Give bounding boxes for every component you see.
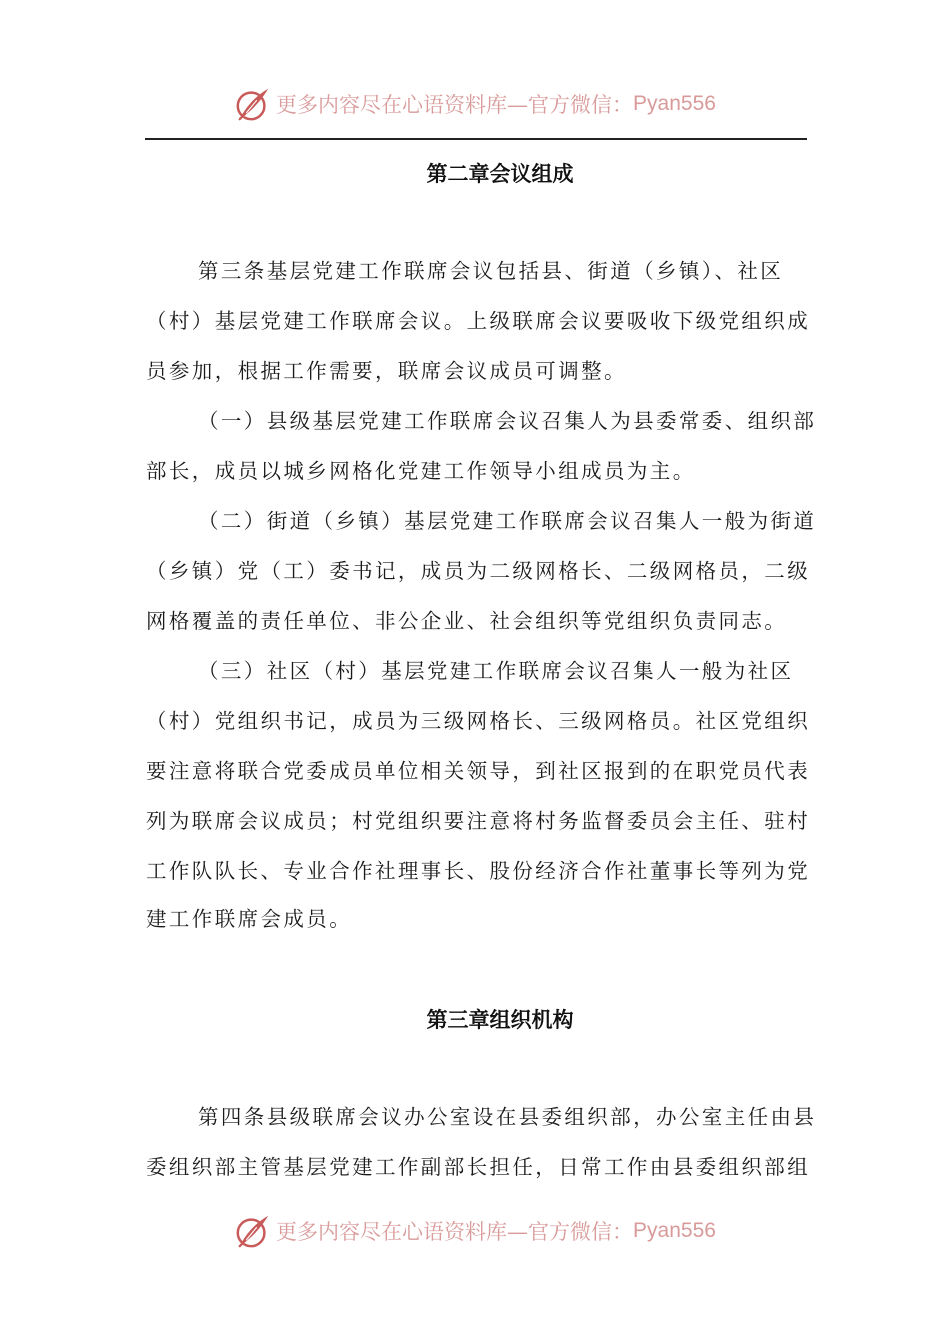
paragraph-line: （三）社区（村）基层党建工作联席会议召集人一般为社区 xyxy=(198,659,794,683)
paragraph-line: 员参加，根据工作需要，联席会议成员可调整。 xyxy=(146,359,627,383)
paragraph-line: 工作队队长、专业合作社理事长、股份经济合作社董事长等列为党 xyxy=(146,859,811,883)
paragraph-line: 网格覆盖的责任单位、非公企业、社会组织等党组织负责同志。 xyxy=(146,609,788,633)
quill-logo-icon xyxy=(234,1212,272,1250)
paragraph-line: （一）县级基层党建工作联席会议召集人为县委常委、组织部 xyxy=(198,409,817,433)
paragraph-line: 要注意将联合党委成员单位相关领导，到社区报到的在职党员代表 xyxy=(146,759,811,783)
watermark-text: 更多内容尽在心语资料库—官方微信： xyxy=(276,93,634,117)
paragraph-line: 列为联席会议成员；村党组织要注意将村务监督委员会主任、驻村 xyxy=(146,809,811,833)
paragraph-line: 第四条县级联席会议办公室设在县委组织部，办公室主任由县 xyxy=(198,1105,817,1129)
paragraph-line: 部长，成员以城乡网格化党建工作领导小组成员为主。 xyxy=(146,459,696,483)
quill-logo-icon xyxy=(234,85,272,123)
paragraph-line: 委组织部主管基层党建工作副部长担任，日常工作由县委组织部组 xyxy=(146,1155,811,1179)
watermark-banner-bottom xyxy=(0,1209,950,1253)
paragraph-line: 第三条基层党建工作联席会议包括县、街道（乡镇）、社区 xyxy=(198,259,784,283)
paragraph-line: （乡镇）党（工）委书记，成员为二级网格长、二级网格员，二级 xyxy=(146,559,811,583)
paragraph-line: 建工作联席会成员。 xyxy=(146,907,353,931)
paragraph-line: （二）街道（乡镇）基层党建工作联席会议召集人一般为街道 xyxy=(198,509,817,533)
watermark-text: 更多内容尽在心语资料库—官方微信： xyxy=(276,1220,634,1244)
watermark-wechat-id: Pyan556 xyxy=(633,92,716,115)
watermark-banner-top xyxy=(0,82,950,126)
watermark-wechat-id: Pyan556 xyxy=(633,1219,716,1242)
chapter-title: 第二章会议组成 xyxy=(426,161,574,186)
header-rule xyxy=(145,138,807,140)
paragraph-line: （村）党组织书记，成员为三级网格长、三级网格员。社区党组织 xyxy=(146,709,811,733)
paragraph-line: （村）基层党建工作联席会议。上级联席会议要吸收下级党组织成 xyxy=(146,309,811,333)
chapter-title: 第三章组织机构 xyxy=(426,1007,574,1032)
